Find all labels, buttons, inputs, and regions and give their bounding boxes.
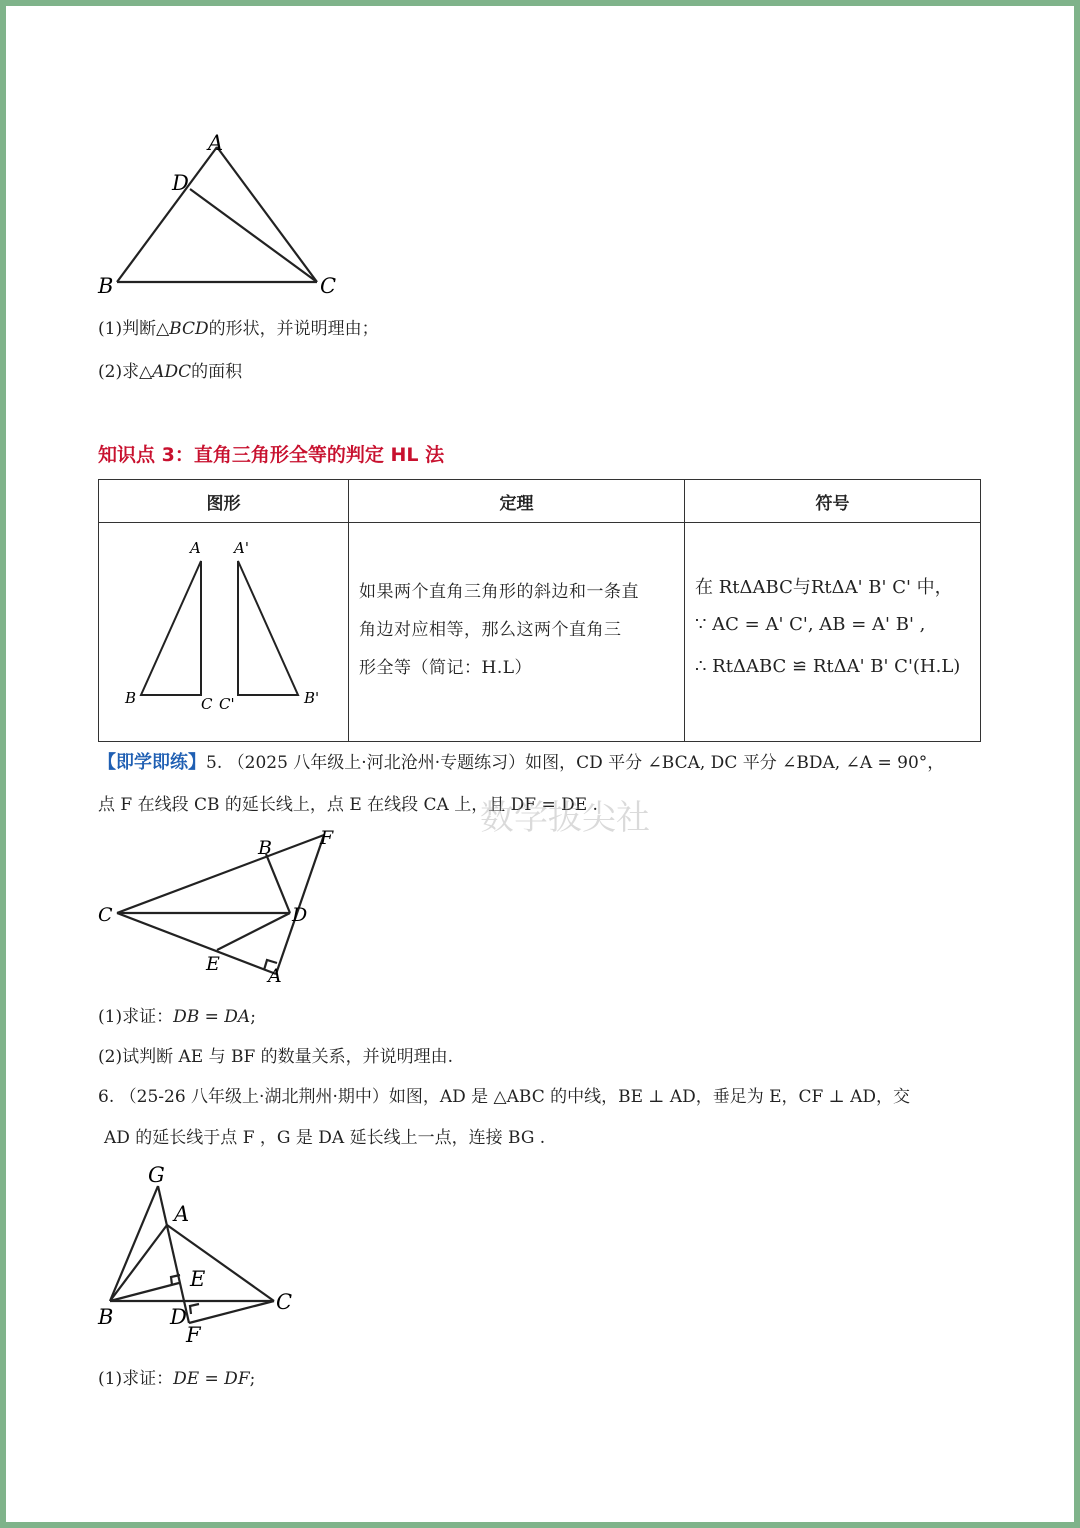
label-B: B: [258, 837, 272, 859]
label-A: A: [268, 965, 282, 987]
figure-problem5: [92, 822, 352, 992]
table-cell-theorem: [349, 523, 685, 742]
label-C: C: [320, 274, 337, 298]
label-A-left: A: [190, 539, 201, 557]
label-G: G: [148, 1163, 165, 1187]
label-B: B: [98, 1305, 114, 1329]
label-D: D: [170, 1305, 187, 1329]
problem6-line1: 6. （25-26 八年级上·湖北荆州·期中）如图，AD 是 △ABC 的中线，BE ⊥ AD，垂足为 E，CF ⊥ AD，交: [98, 1087, 911, 1107]
theorem-line-2: 角边对应相等，那么这两个直角三: [359, 620, 622, 640]
table-header-theorem: 定理: [349, 480, 685, 523]
label-D: D: [172, 171, 189, 195]
problem5-line1: 【即学即练】5. （2025 八年级上·河北沧州·专题练习）如图，CD 平分 ∠BCA, DC 平分 ∠BDA, ∠A = 90°，: [98, 752, 945, 773]
label-F: F: [320, 827, 334, 849]
problem6-question1: (1)求证：DE = DF;: [98, 1369, 256, 1389]
label-F: F: [186, 1323, 201, 1347]
table-cell-symbol: [685, 523, 981, 742]
label-E: E: [206, 953, 220, 975]
problem4-question2: (2)求△ADC的面积: [98, 362, 243, 382]
label-A: A: [174, 1202, 190, 1226]
label-A-prime: A': [234, 539, 249, 557]
symbol-line-2: ∵ AC = A' C', AB = A' B' ,: [695, 614, 926, 635]
label-B: B: [98, 274, 114, 298]
practice-tag: 【即学即练】: [98, 752, 206, 773]
symbol-line-1: 在 RtΔABC与RtΔA' B' C' 中，: [695, 577, 953, 598]
section-title: 知识点 3：直角三角形全等的判定 HL 法: [98, 444, 445, 466]
table-header-figure: 图形: [99, 480, 349, 523]
label-E: E: [190, 1267, 206, 1291]
problem5-question2: (2)试判断 AE 与 BF 的数量关系，并说明理由.: [98, 1047, 454, 1067]
theorem-line-3: 形全等（简记：H.L）: [359, 658, 533, 678]
figure-two-right-triangles: [99, 523, 344, 743]
problem4-question1: (1)判断△BCD的形状，并说明理由；: [98, 319, 379, 339]
symbol-line-3: ∴ RtΔABC ≌ RtΔA' B' C'(H.L): [695, 656, 961, 677]
hl-theorem-table: [98, 479, 981, 742]
label-C-prime: C': [219, 695, 235, 713]
label-C: C: [98, 904, 113, 926]
label-C: C: [276, 1290, 293, 1314]
label-C-left: C: [201, 695, 213, 713]
label-B-left: B: [125, 689, 137, 707]
table-header-symbol: 符号: [685, 480, 981, 523]
problem5-line2: 点 F 在线段 CB 的延长线上，点 E 在线段 CA 上，且 DF = DE .: [98, 795, 598, 815]
theorem-line-1: 如果两个直角三角形的斜边和一条直: [359, 582, 639, 602]
figure-triangle-abcd: [90, 125, 350, 300]
watermark: 数学拔尖社: [480, 798, 650, 838]
table-cell-figure: [99, 523, 349, 742]
problem6-line2: AD 的延长线于点 F ，G 是 DA 延长线上一点，连接 BG .: [104, 1128, 546, 1148]
label-A: A: [208, 131, 224, 155]
figure-problem6: [92, 1158, 312, 1348]
label-B-prime: B': [304, 689, 320, 707]
label-D: D: [292, 904, 308, 926]
problem5-question1: (1)求证：DB = DA;: [98, 1007, 256, 1027]
